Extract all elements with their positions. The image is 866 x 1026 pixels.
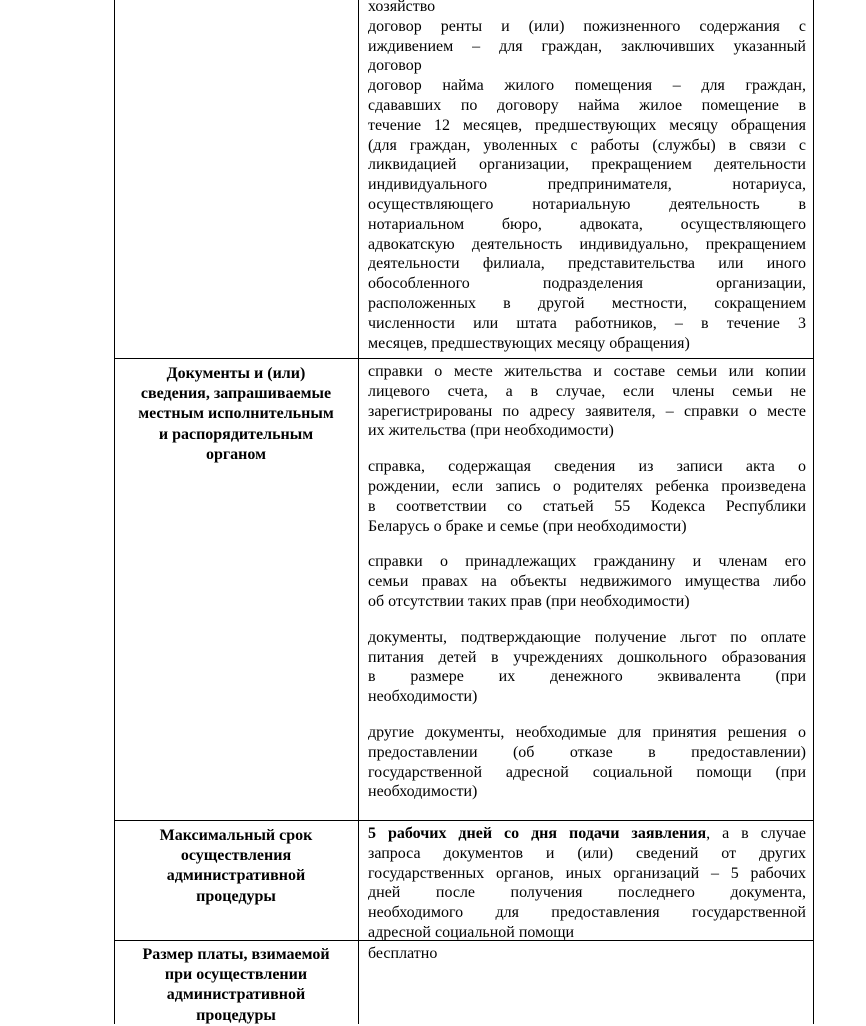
text-line: в размере их денежного эквивалента (при: [368, 668, 806, 686]
text-line: их жительства (при необходимости): [368, 422, 614, 440]
deadline-rest: , а в случае: [706, 825, 806, 842]
text-line: индивидуального предпринимателя, нотариуса,: [368, 176, 806, 194]
table-border-middle: [358, 0, 359, 1024]
text-line: договор ренты и (или) пожизненного содержания с: [368, 17, 806, 35]
text-line: зарегистрированы по адресу заявителя, – справки о месте: [368, 402, 806, 420]
text-line: об отсутствии таких прав (при необходимости): [368, 592, 690, 610]
label-line: процедуры: [196, 1006, 276, 1024]
text-line: семьи правах на объекты недвижимого имущества либо: [368, 573, 806, 591]
label-line: административной: [166, 867, 306, 885]
label-line: сведения, запрашиваемые: [140, 385, 332, 403]
text-line: государственной адресной социальной помощи (при: [368, 763, 806, 781]
table-border-left: [114, 0, 115, 1024]
row-divider-1: [114, 358, 814, 359]
row-1-label: [116, 364, 356, 465]
text-line: лицевого счета, а в случае, если члены семьи не: [368, 382, 806, 400]
text-line: адресной социальной помощи: [368, 923, 575, 941]
label-line: Документы и (или): [166, 365, 306, 382]
text-line: справки о принадлежащих гражданину и членам его: [368, 553, 806, 571]
label-line: Размер платы, взимаемой: [142, 946, 330, 963]
text-line: нотариальном бюро, адвоката, осуществляющего: [368, 215, 806, 233]
row-0-value: [368, 0, 806, 353]
text-line: договор: [368, 57, 422, 75]
paragraph: [368, 362, 806, 441]
row-1-value: [368, 362, 806, 802]
text-line: необходимого для предоставления государственной: [368, 904, 806, 922]
text-line: хозяйство: [368, 0, 436, 15]
text-line: необходимости): [368, 688, 478, 706]
text-line: течение 12 месяцев, предшествующих месяцу обращения: [368, 116, 806, 134]
row-2-value: [368, 824, 806, 943]
text-line: дней после получения последнего документа,: [368, 884, 806, 902]
paragraph: [368, 552, 806, 611]
text-line: (для граждан, уволенных с работы (службы) в связи с: [368, 136, 806, 154]
deadline-bold: 5 рабочих дней со дня подачи заявления: [368, 825, 707, 842]
row-2-label: [116, 826, 356, 907]
paragraph: [368, 457, 806, 536]
label-line: процедуры: [196, 887, 276, 905]
text-line: деятельности филиала, представительства или иного: [368, 255, 806, 273]
label-line: административной: [166, 986, 306, 1004]
text-line: бесплатно: [368, 945, 438, 962]
paragraph: [368, 723, 806, 802]
text-line: справки о месте жительства и составе семьи или копии: [368, 363, 806, 380]
text-line: предоставлении (об отказе в предоставлении): [368, 743, 806, 761]
row-3-value: [368, 944, 806, 964]
text-line: обособленного подразделения организации,: [368, 275, 806, 293]
paragraph: [368, 628, 806, 707]
text-line: договор найма жилого помещения – для граждан,: [368, 77, 806, 95]
text-line: в соответствии со статьей 55 Кодекса Республики: [368, 497, 806, 515]
label-line: при осуществлении: [164, 966, 308, 984]
text-line: расположенных в другой местности, сокращением: [368, 294, 806, 312]
label-line: и распорядительным: [158, 425, 314, 443]
text-line: питания детей в учреждениях дошкольного образования: [368, 648, 806, 666]
text-line: ликвидацией организации, прекращением деятельности: [368, 156, 806, 174]
text-line: рождении, если запись о родителях ребенка произведена: [368, 477, 806, 495]
text-line: запроса документов и (или) сведений от других: [368, 844, 806, 862]
text-line: Беларусь о браке и семье (при необходимости): [368, 517, 687, 535]
text-line: государственных органов, иных организаций – 5 рабочих: [368, 864, 806, 882]
text-line: необходимости): [368, 783, 478, 801]
text-line: осуществляющего нотариальную деятельность в: [368, 195, 806, 213]
text-line: сдававших по договору найма жилое помещение в: [368, 96, 806, 114]
text-line: справка, содержащая сведения из записи акта о: [368, 458, 806, 476]
text-line: [368, 824, 806, 844]
label-line: органом: [206, 445, 266, 463]
text-line: месяцев, предшествующих месяцу обращения): [368, 334, 690, 352]
text-line: документы, подтверждающие получение льгот по оплате: [368, 628, 806, 646]
label-line: Максимальный срок: [159, 827, 313, 844]
row-divider-2: [114, 820, 814, 821]
text-line: другие документы, необходимые для принятия решения о: [368, 723, 806, 741]
text-line: адвокатскую деятельность индивидуально, прекращением: [368, 235, 806, 253]
row-3-label: [116, 945, 356, 1026]
text-line: численности или штата работников, – в течение 3: [368, 314, 806, 332]
label-line: местным исполнительным: [138, 405, 334, 423]
label-line: осуществления: [180, 847, 292, 865]
table-border-right: [813, 0, 814, 1024]
text-line: иждивением – для граждан, заключивших указанный: [368, 37, 806, 55]
